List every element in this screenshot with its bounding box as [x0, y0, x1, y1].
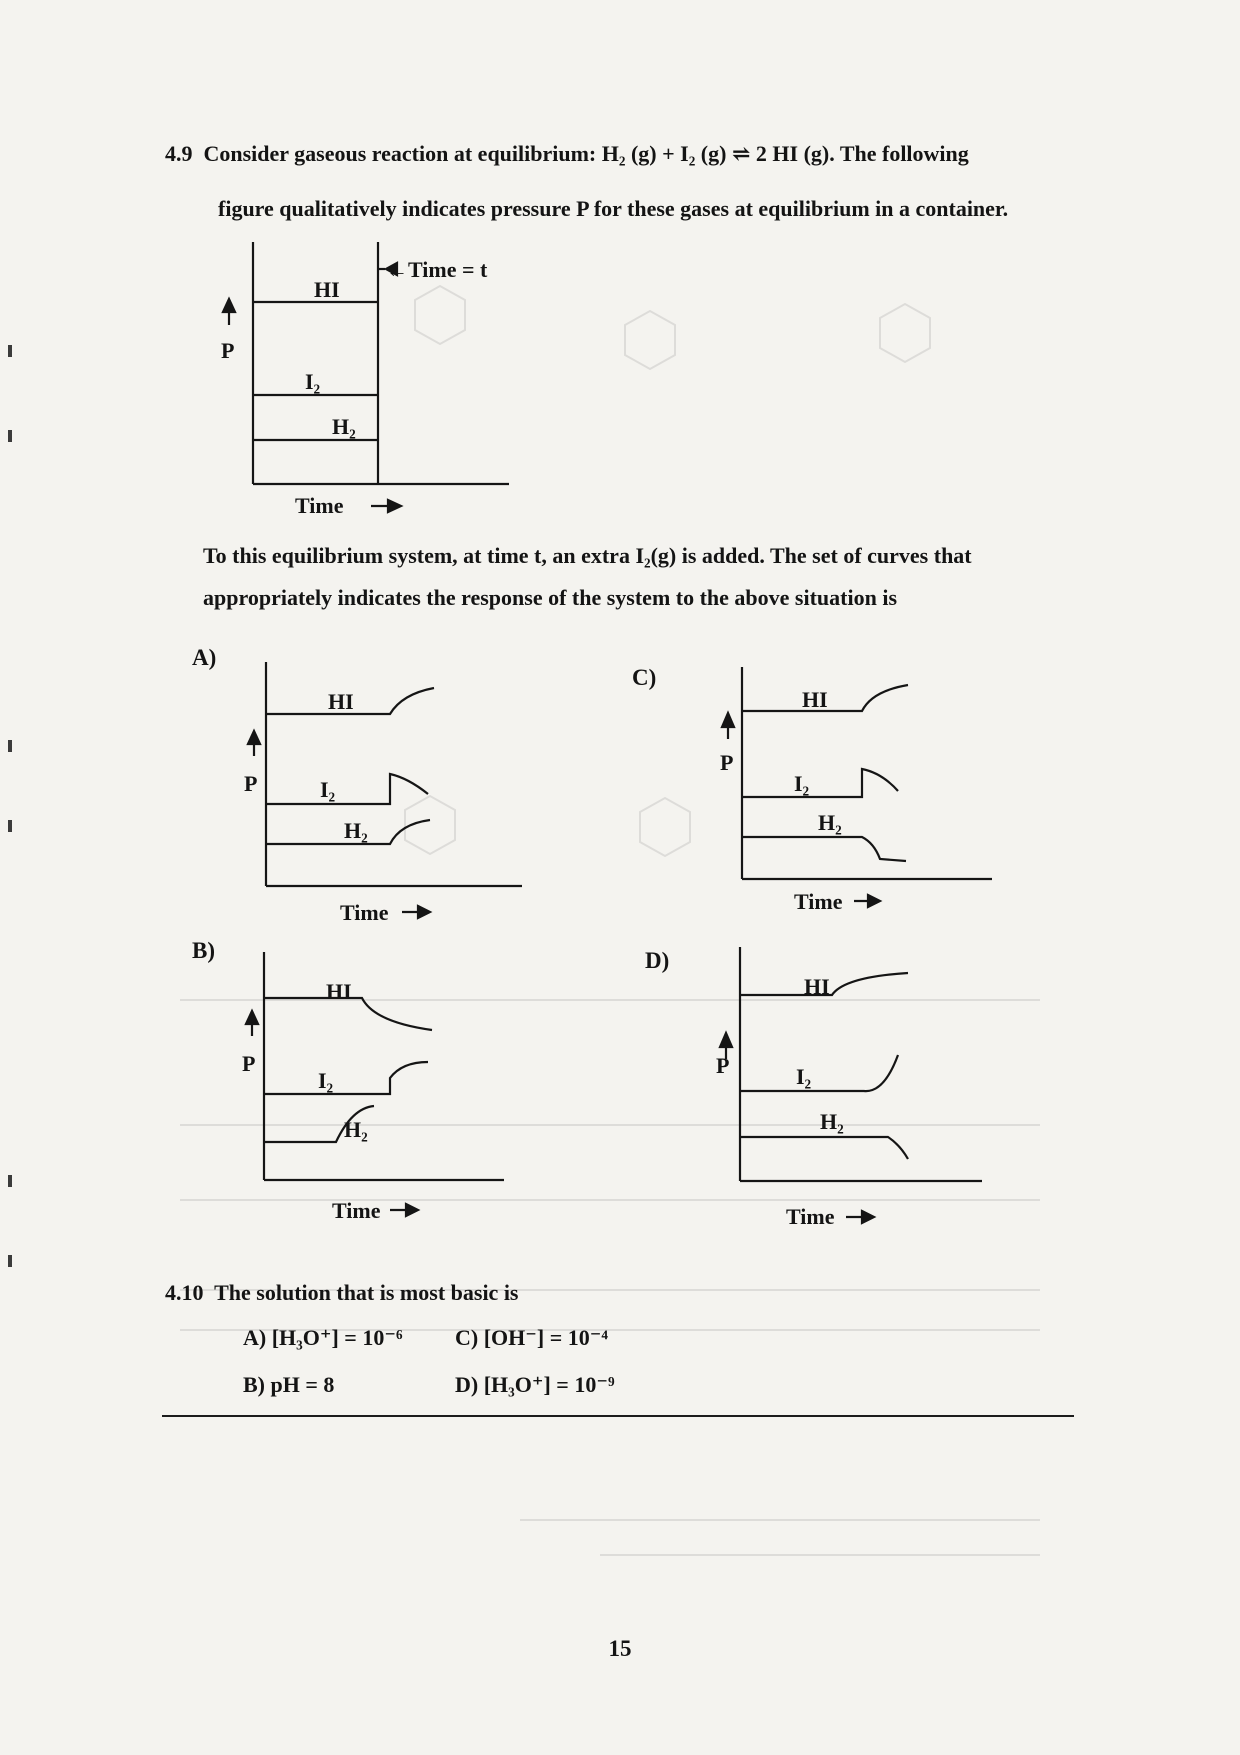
q410-option-d[interactable]: D) [H₃O⁺] = 10⁻⁹ [455, 1372, 615, 1397]
q410-line [165, 1280, 519, 1306]
option-b-label: B) [192, 938, 215, 963]
i2-label: I₂ [305, 369, 321, 394]
y-axis-label: P [221, 338, 235, 363]
i2-curve [264, 1062, 428, 1094]
binder-mark [8, 345, 12, 357]
i2-label: I₂ [796, 1064, 812, 1089]
h2-label: H₂ [344, 818, 368, 843]
option-b-graph[interactable] [240, 950, 540, 1230]
q49-line1 [165, 141, 969, 167]
i2-curve [266, 774, 428, 804]
i2-curve [742, 769, 898, 797]
h2-label: H₂ [820, 1109, 844, 1134]
q410-question: The solution that is most basic is [214, 1280, 519, 1305]
y-axis-label: P [716, 1053, 730, 1078]
h2-curve [740, 1137, 908, 1159]
i2-curve [740, 1055, 898, 1091]
page-number: 15 [608, 1636, 632, 1661]
question-number: 4.9 [165, 141, 193, 166]
x-axis-label: Time [295, 493, 344, 518]
y-axis-label: P [242, 1051, 256, 1076]
q410-option-c[interactable]: C) [OH⁻] = 10⁻⁴ [455, 1325, 608, 1350]
equilibrium-graph [195, 240, 525, 520]
y-axis-label: P [244, 771, 258, 796]
x-axis-label: Time [340, 900, 389, 925]
i2-label: I₂ [320, 777, 336, 802]
q49-line4: appropriately indicates the response of the system to the above situation is [203, 585, 898, 610]
binder-mark [8, 430, 12, 442]
hi-label: HI [314, 277, 340, 302]
q410-option-b[interactable]: B) pH = 8 [243, 1372, 335, 1397]
binder-mark [8, 1255, 12, 1267]
option-a-label: A) [192, 645, 217, 670]
h2-label: H₂ [818, 810, 842, 835]
option-d-label: D) [645, 948, 670, 973]
h2-curve [742, 837, 906, 861]
h2-label: H₂ [344, 1117, 368, 1142]
q49-line1-text: Consider gaseous reaction at equilibrium: H₂ (g) + I₂ (g) ⇌ 2 HI (g). The following [203, 141, 969, 166]
hi-label: HI [802, 687, 828, 712]
q49-line2: figure qualitatively indicates pressure P for these gases at equilibrium in a container. [218, 196, 1009, 221]
i2-label: I₂ [318, 1068, 334, 1093]
option-c-label: C) [632, 665, 657, 690]
x-axis-label: Time [786, 1204, 835, 1229]
hi-label: HI [804, 974, 830, 999]
q49-line3: To this equilibrium system, at time t, an extra I₂(g) is added. The set of curves that [203, 543, 972, 568]
option-c-graph[interactable] [712, 665, 1012, 930]
question-number: 4.10 [165, 1280, 204, 1305]
option-d-graph[interactable] [712, 945, 1012, 1230]
time-marker-label: ←Time = t [386, 257, 488, 282]
y-axis-label: P [720, 750, 734, 775]
hi-label: HI [328, 689, 354, 714]
section-divider [162, 1415, 1074, 1417]
option-a-graph[interactable] [240, 660, 540, 930]
q410-option-a[interactable]: A) [H₃O⁺] = 10⁻⁶ [243, 1325, 403, 1350]
binder-mark [8, 740, 12, 752]
x-axis-label: Time [794, 889, 843, 914]
i2-label: I₂ [794, 771, 810, 796]
x-axis-label: Time [332, 1198, 381, 1223]
binder-mark [8, 820, 12, 832]
hi-label: HI [326, 979, 352, 1004]
h2-label: H₂ [332, 414, 356, 439]
binder-mark [8, 1175, 12, 1187]
